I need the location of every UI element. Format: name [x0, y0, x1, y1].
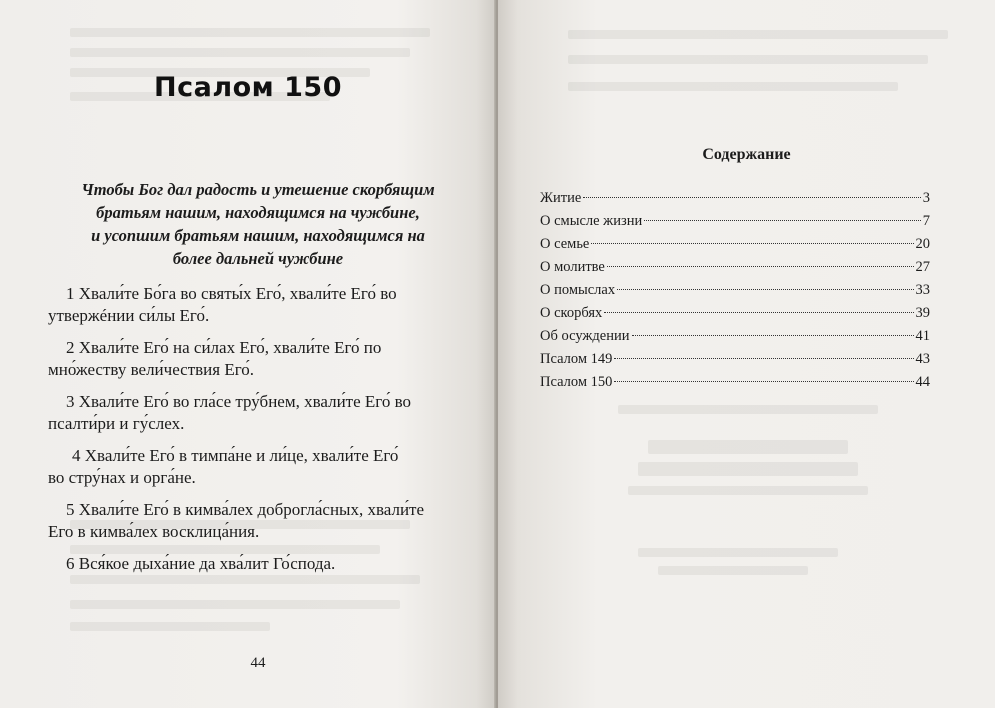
verse-2 [48, 337, 466, 381]
toc-entry-page: 20 [915, 236, 930, 252]
toc-entry-label: Об осуждении [540, 328, 630, 344]
verse-4 [48, 445, 466, 489]
subtitle-line: Чтобы Бог дал радость и утешение скорбящим [81, 180, 435, 199]
toc-entry-page: 7 [922, 213, 930, 229]
verse-line: 2 Хвали́те Его́ на си́лах Его́, хвали́те Его́ по [66, 338, 382, 357]
bleed-through-line [638, 548, 838, 557]
toc-entry-page: 33 [915, 282, 930, 298]
toc-entry-label: О скорбях [540, 305, 603, 321]
table-of-contents [540, 190, 930, 397]
bleed-through-line [628, 486, 868, 495]
bleed-through-line [70, 622, 270, 631]
bleed-through-line [648, 440, 848, 454]
toc-entry-page: 43 [915, 351, 930, 367]
bleed-through-line [618, 405, 878, 414]
toc-entry-page: 41 [915, 328, 930, 344]
toc-entry [540, 305, 930, 328]
psalm-title: Псалом 150 [154, 72, 342, 103]
verse-line: во стру́нах и орга́не. [48, 468, 196, 487]
verse-1 [48, 283, 466, 327]
toc-entry-label: О молитве [540, 259, 605, 275]
verse-line: 3 Хвали́те Его́ во гла́се тру́бнем, хвали́те Его́ во [66, 392, 411, 411]
bleed-through-line [568, 55, 928, 64]
toc-entry [540, 190, 930, 213]
toc-entry-page: 44 [915, 374, 930, 390]
subtitle-line: братьям нашим, находящимся на чужбине, [96, 203, 420, 222]
toc-leader-dots [583, 197, 920, 198]
verse-3 [48, 391, 466, 435]
bleed-through-line [638, 462, 858, 476]
toc-entry-page: 39 [915, 305, 930, 321]
psalm-subtitle [48, 178, 468, 270]
psalm-verses [48, 283, 466, 585]
toc-entry [540, 351, 930, 374]
toc-entry [540, 236, 930, 259]
toc-leader-dots [614, 358, 913, 359]
toc-entry-label: О смысле жизни [540, 213, 643, 229]
toc-entry-label: О семье [540, 236, 590, 252]
toc-entry [540, 282, 930, 305]
toc-leader-dots [614, 381, 913, 382]
toc-entry-label: Псалом 150 [540, 374, 613, 390]
toc-leader-dots [632, 335, 914, 336]
verse-line: 6 Вся́кое дыха́ние да хва́лит Го́спода. [66, 554, 336, 573]
verse-line: псалти́ри и гу́слех. [48, 414, 185, 433]
toc-entry [540, 259, 930, 282]
toc-leader-dots [617, 289, 913, 290]
toc-entry-page: 27 [915, 259, 930, 275]
bleed-through-line [70, 600, 400, 609]
toc-leader-dots [644, 220, 921, 221]
bleed-through-line [658, 566, 808, 575]
verse-line: мно́жеству вели́чествия Его́. [48, 360, 255, 379]
toc-entry [540, 328, 930, 351]
verse-5 [48, 499, 466, 543]
verse-6 [66, 553, 466, 575]
verse-line: 1 Хвали́те Бо́га во святы́х Его́, хвали́те Его́ во [66, 284, 397, 303]
bleed-through-line [70, 48, 410, 57]
bleed-through-line [568, 30, 948, 39]
subtitle-line: и усопшим братьям нашим, находящимся на [91, 226, 425, 245]
verse-line: Его в кимва́лех восклица́ния. [48, 522, 260, 541]
subtitle-line: более дальней чужбине [172, 249, 344, 268]
toc-leader-dots [591, 243, 913, 244]
verse-line: 5 Хвали́те Его́ в кимва́лех доброгла́сных, хвали́те [66, 500, 425, 519]
toc-entry-page: 3 [922, 190, 930, 206]
toc-entry-label: О помыслах [540, 282, 616, 298]
bleed-through-line [568, 82, 898, 91]
toc-entry [540, 374, 930, 397]
toc-entry-label: Житие [540, 190, 582, 206]
toc-entry-label: Псалом 149 [540, 351, 613, 367]
bleed-through-line [70, 28, 430, 37]
toc-leader-dots [607, 266, 914, 267]
page-number: 44 [250, 655, 266, 671]
toc-entry [540, 213, 930, 236]
verse-line: утвержéнии си́лы Его́. [48, 306, 210, 325]
toc-leader-dots [604, 312, 913, 313]
verse-line: 4 Хвали́те Его́ в тимпа́не и ли́це, хвали́те Его́ [72, 446, 399, 465]
toc-title: Содержание [702, 146, 791, 163]
